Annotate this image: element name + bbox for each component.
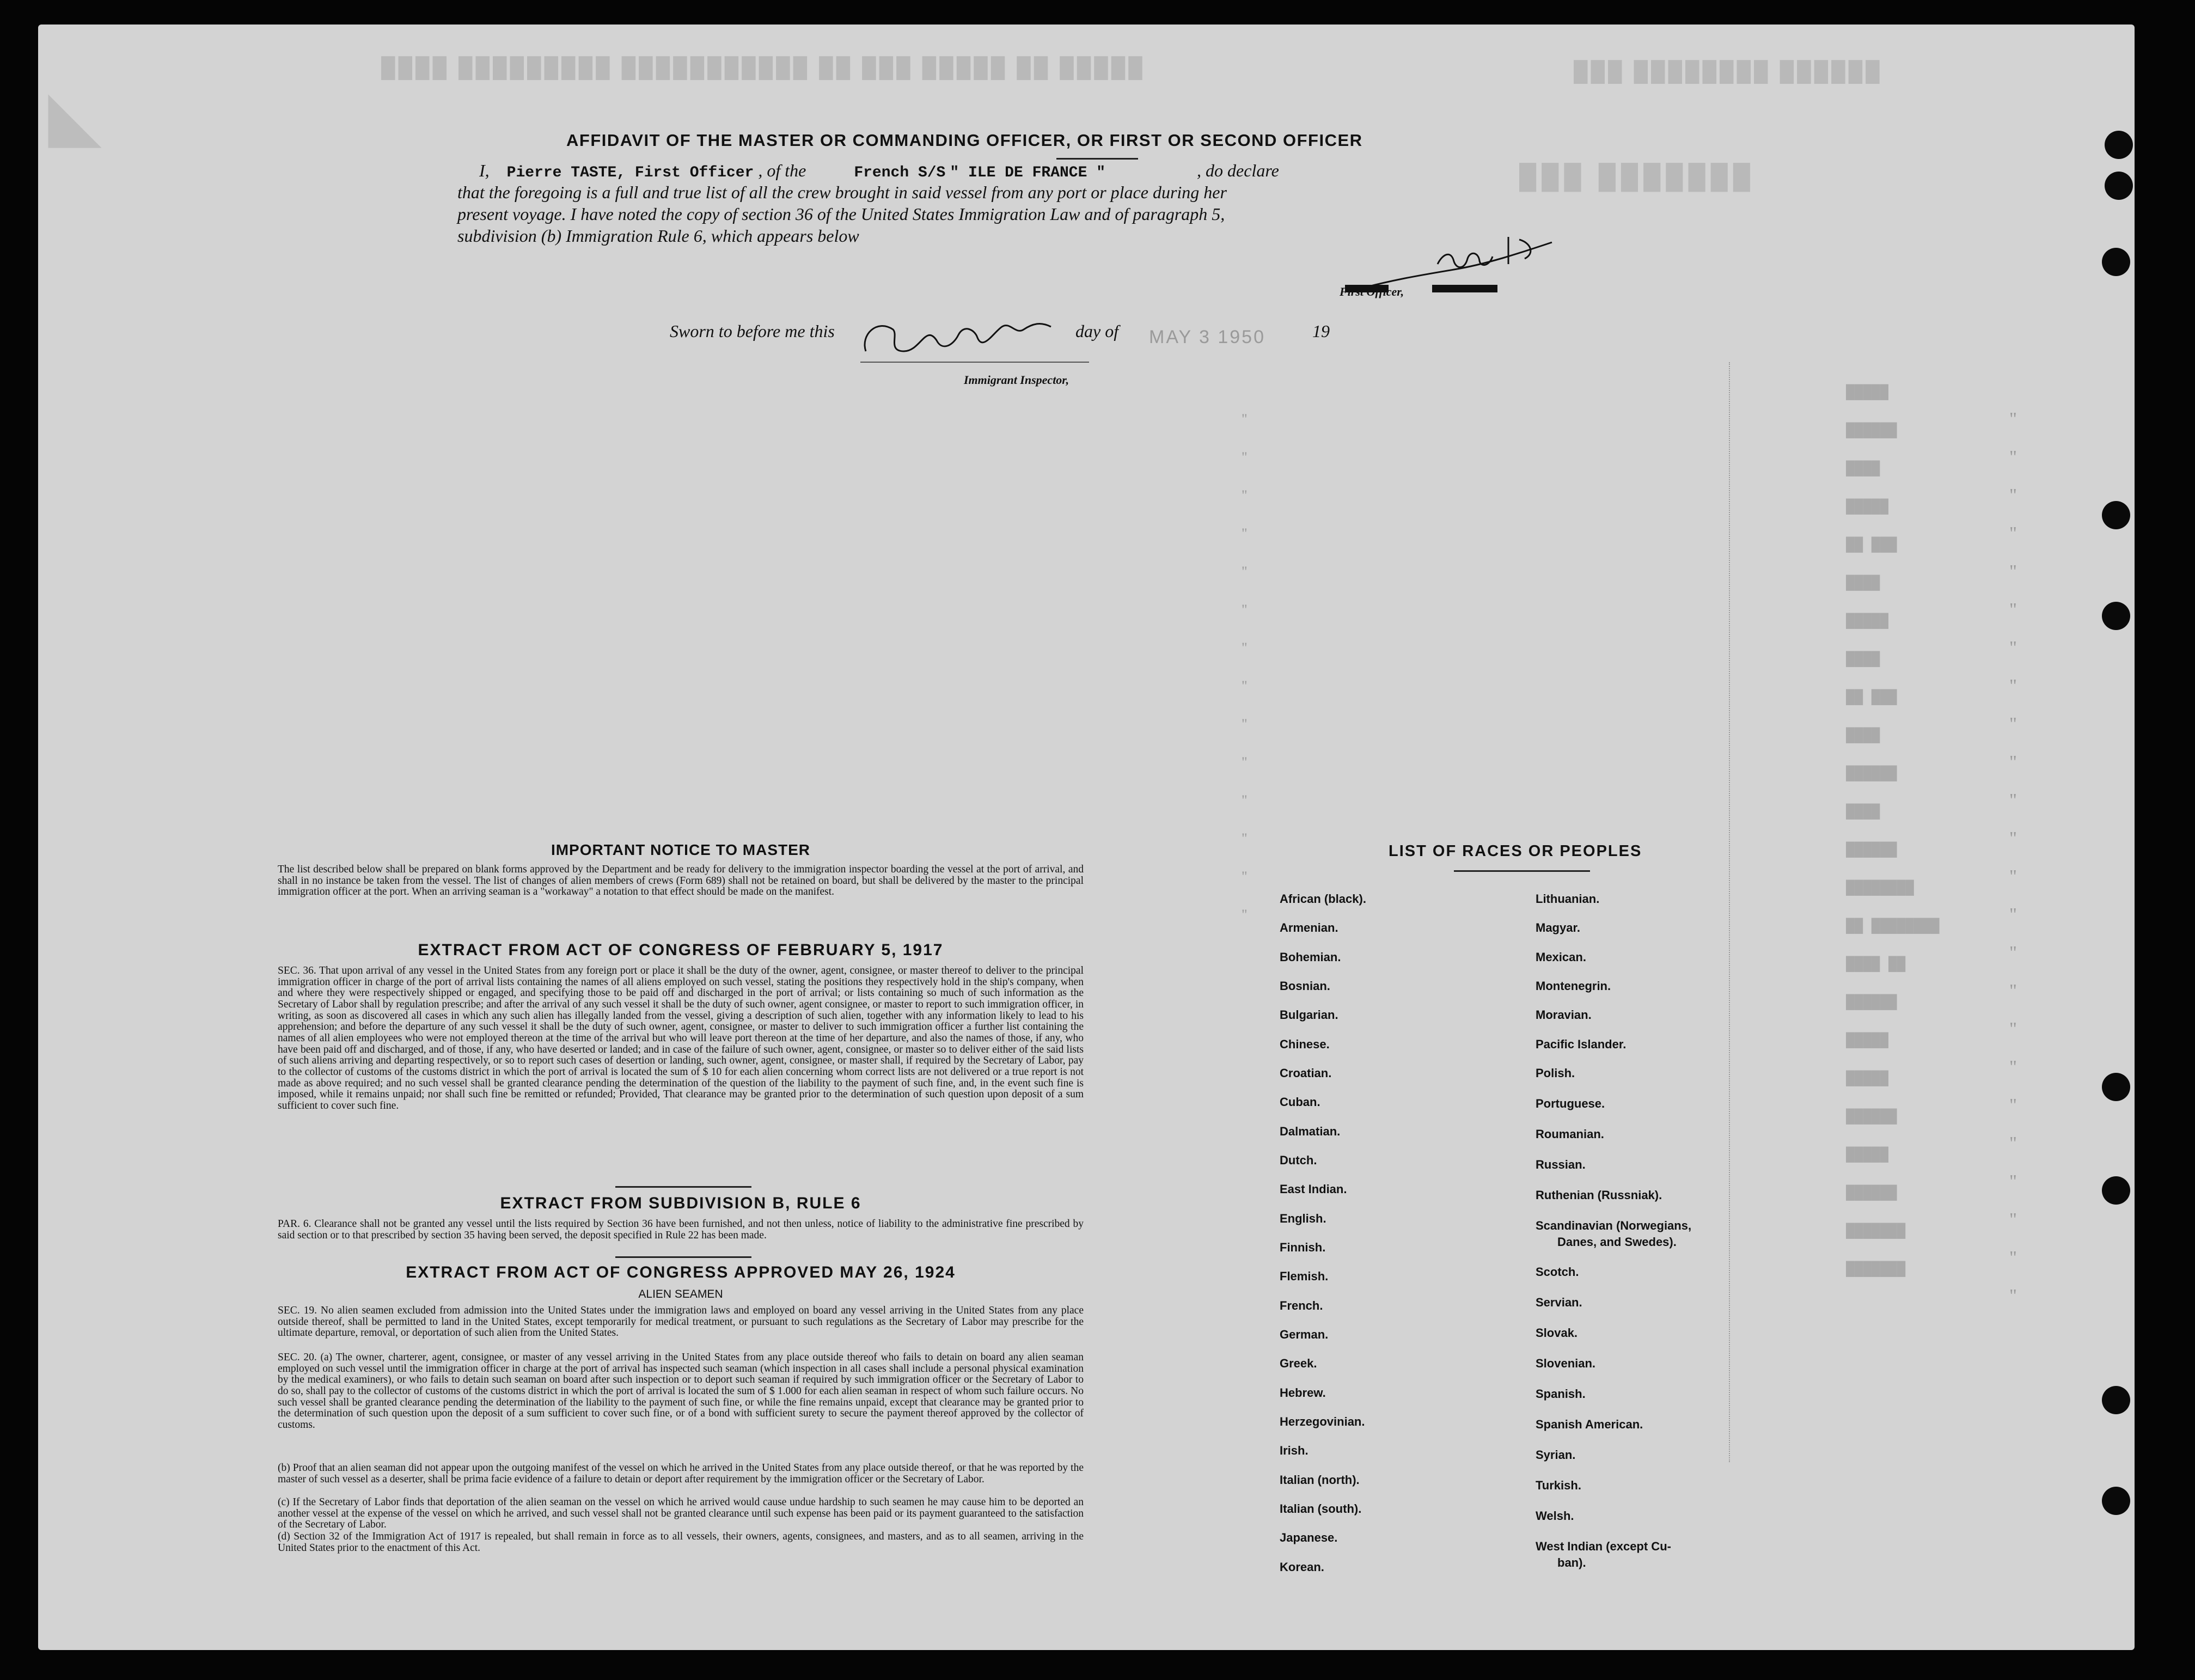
race-item: Cuban. [1280,1095,1320,1109]
bleed-through-header-right: ███ ████████ ██████ [1574,60,1883,82]
affidavit-line-4: subdivision (b) Immigration Rule 6, which appears below [457,226,859,246]
race-item: Japanese. [1280,1531,1338,1544]
race-item: Moravian. [1536,1008,1592,1022]
officer-title: First Officer, [1340,285,1404,298]
race-item: Italian (north). [1280,1473,1360,1487]
affidavit-line-2: that the foregoing is a full and true list of all the crew brought in said vessel from any port or place during her [457,182,1227,202]
race-item: Irish. [1280,1444,1309,1457]
race-item: Syrian. [1536,1448,1576,1462]
year-prefix: 19 [1312,321,1330,341]
extract-1924-c: (c) If the Secretary of Labor finds that deportation of the alien seaman on the vessel on which he arrived would cause undue hardship to such seamen he may cause him to be deported an another vessel at the expense of the vessel on which he arrived, and such vessel shall not be granted clearance until such expense has been paid or its payment guaranteed to the satisfaction of the Secretary of Labor. [278,1496,1084,1531]
divider [615,1186,751,1188]
declarant-prefix: I, [479,161,490,180]
punch-hole [2105,131,2133,159]
race-item: Armenian. [1280,921,1338,934]
race-item: Greek. [1280,1357,1317,1370]
race-item: Montenegrin. [1536,979,1611,993]
declarant-name: Pierre TASTE, First Officer [506,164,754,181]
bleed-through-names: █████ ██████ ████ █████ ██ ███ ████ █████ ████ ██ ███ ████ ██████ ████ ██████ ████████ ██ ████████ ████ ██ ██████ █████ █████ ██████ █████ ██████ ███████ ███████ [1846,384,1940,1277]
affidavit-line-3: present voyage. I have noted the copy of section 36 of the United States Immigration Law and of paragraph 5, [457,204,1225,224]
punch-hole [2102,248,2130,276]
race-item: Ruthenian (Russniak). [1536,1188,1662,1202]
day-of-label: day of [1075,321,1119,341]
race-item: Roumanian. [1536,1127,1604,1141]
race-item: Servian. [1536,1296,1582,1309]
race-item: Herzegovinian. [1280,1415,1365,1428]
vessel-prefix: French S/S [854,164,946,181]
race-item: Turkish. [1536,1479,1581,1492]
punch-hole [2102,1176,2130,1205]
punch-hole [2102,1487,2130,1515]
race-item: Russian. [1536,1158,1586,1171]
manifest-sheet [38,25,2135,1650]
affidavit-title: AFFIDAVIT OF THE MASTER OR COMMANDING OFFICER, OR FIRST OR SECOND OFFICER [566,131,1363,150]
race-item: Polish. [1536,1066,1575,1080]
punch-hole [2102,602,2130,630]
punch-hole [2102,501,2130,529]
race-item: Bosnian. [1280,979,1330,993]
ditto-marks-inner-column: " " " " " " " " " " " " " " [1242,411,1248,923]
date-stamp: MAY 3 1950 [1149,327,1265,347]
crew-list-divider [1729,362,1731,1462]
divider [1056,158,1138,160]
race-item: Lithuanian. [1536,892,1600,906]
race-item: African (black). [1280,892,1366,906]
notice-title: IMPORTANT NOTICE TO MASTER [551,841,811,858]
race-item: Welsh. [1536,1509,1574,1523]
race-item: Mexican. [1536,950,1586,964]
inspector-title: Immigrant Inspector, [964,373,1069,387]
ditto-marks-column: " " " " " " " " " " " " " " " " " " " " " " " " [2009,409,2017,1306]
race-item: Finnish. [1280,1241,1326,1254]
race-item: Danes, and Swedes). [1557,1235,1677,1249]
race-item: Hebrew. [1280,1386,1326,1400]
extract-rule6-text: PAR. 6. Clearance shall not be granted any vessel until the lists required by Section 36 have been furnished, and not then unless, notice of liability to the administrative fine prescribed by said section or to that prescribed by section 35 having been served, the deposit specified in Rule 22 has been made. [278,1218,1084,1241]
race-item: Pacific Islander. [1536,1037,1627,1051]
punch-hole [2102,1073,2130,1101]
race-item: Portuguese. [1536,1097,1605,1110]
race-item: Chinese. [1280,1037,1330,1051]
race-item: Slovenian. [1536,1357,1596,1370]
punch-hole [2105,172,2133,200]
affidavit-declaration [479,161,1279,181]
divider [1454,870,1590,872]
bleed-through-vessel-name: ███ ███████ [1519,163,1756,190]
extract-1924-d: (d) Section 32 of the Immigration Act of 1917 is repealed, but shall remain in force as to all vessels, their owners, agents, consignees, and masters, and as to all seamen, arriving in the United States prior to the enactment of this Act. [278,1531,1084,1554]
do-declare-label: , do declare [1197,161,1279,180]
race-item: Korean. [1280,1560,1324,1574]
race-item: Flemish. [1280,1269,1329,1283]
sworn-text: Sworn to before me this [670,321,835,341]
bleed-through-header: ████ █████████ ███████████ ██ ███ █████ ██ █████ [381,56,1146,78]
extract-1917-text: SEC. 36. That upon arrival of any vessel in the United States from any foreign port or place it shall be the duty of the owner, agent, consignee, or master thereof to deliver to the principal immigration officer in charge of the port of arrival lists containing the names of all aliens employed on such vessel, stating the positions they respectively hold in the ship's company, when and where they were respectively shipped or engaged, and specifying those to be paid off and discharged in the port of arrival; or lists containing so much of such information as the Secretary of Labor shall by regulation prescribe; and after the arrival of any such vessel it shall be the duty of such owner, agent consignee, or master to report to such immigration officer, in writing, as soon as discovered all cases in which any such alien has illegally landed from the vessel, giving a description of such alien, together with any information likely to lead to his apprehension; and before the departure of any such vessel it shall be the duty of such owner, agent, consignee, or master to deliver to such immigration officer a further list containing the names of all alien employees who were not employed thereon at the time of the arrival but who will leave port thereon at the time of her departure, and also the names of those, if any, who have been paid off and discharged, and of those, if any, who have deserted or landed; and in case of the failure of such owner, agent, consignee, or master so to deliver either of the said lists of such aliens arriving and departing respectively, or so to report such cases of desertion or landing, such owner, agent, consignee, or master shall, if required by the Secretary of Labor, pay to the collector of customs of the customs district in which the port of arrival is located the sum of $ 10 for each alien concerning whom correct lists are not delivered or a true report is not made as above required; and no such vessel shall be granted clearance pending the determination of the question of the liability to the payment of such fine, and, in the event such fine is imposed, while it remains unpaid; nor shall such fine be remitted or refunded; Provided, That clearance may be granted prior to the determination of such question upon deposit of a sum sufficient to cover such fine. [278,965,1084,1111]
race-item: French. [1280,1299,1323,1312]
race-item: Spanish American. [1536,1418,1643,1431]
of-the-label: , of the [758,161,806,180]
bleed-through-corner-mark: ◣ [49,80,100,153]
race-item: Croatian. [1280,1066,1332,1080]
race-item: Magyar. [1536,921,1580,934]
alien-seamen-subtitle: ALIEN SEAMEN [638,1288,723,1300]
race-item: Slovak. [1536,1326,1578,1340]
punch-hole [2102,1386,2130,1414]
race-item: Dutch. [1280,1153,1317,1167]
race-item: East Indian. [1280,1182,1347,1196]
extract-1924-b: (b) Proof that an alien seaman did not appear upon the outgoing manifest of the vessel on which he arrived in the United States from any place outside thereof, or that he was reported by the master of such vessel as a deserter, shall be prima facie evidence of a failure to detain or deport after requirement by the immigration officer or the Secretary of Labor. [278,1462,1084,1485]
vessel-name: " ILE DE FRANCE " [950,164,1106,181]
extract-1924-sec20: SEC. 20. (a) The owner, charterer, agent, consignee, or master of any vessel arriving in the United States from any place outside thereof who fails to detain on board any alien seaman employed on such vessel until the immigration officer in charge at the port of arrival has inspected such seaman (which inspection in all cases shall include a personal physical examination by the medical examiners), or who fails to detain such seaman on board after such inspection or to deport such seaman if required by such immigration officer or the Secretary of Labor to do so, shall pay to the collector of customs of the customs district in which the port of arrival is located the sum of $ 1.000 for each alien seaman in respect of whom such failure occurs. No such vessel shall be granted clearance pending the determination of the liability to the payment of such fine, or while the fine remains unpaid, except that clearance may be granted prior to the determination of such question upon the deposit of a sum sufficient to cover such fine, or of a bond with sufficient surety to secure the payment thereof approved by the collector of customs. [278,1352,1084,1431]
extract-rule6-title: EXTRACT FROM SUBDIVISION B, RULE 6 [500,1194,861,1212]
race-item: Scandinavian (Norwegians, [1536,1219,1692,1232]
race-item: West Indian (except Cu- [1536,1540,1671,1553]
races-title: LIST OF RACES OR PEOPLES [1389,842,1642,860]
race-item: Italian (south). [1280,1502,1362,1516]
race-item: English. [1280,1212,1326,1225]
extract-1917-title: EXTRACT FROM ACT OF CONGRESS OF FEBRUARY 5, 1917 [418,941,944,959]
race-item: Dalmatian. [1280,1125,1341,1138]
race-item: ban). [1557,1556,1586,1569]
divider [615,1256,751,1258]
race-item: Bulgarian. [1280,1008,1338,1022]
race-item: Spanish. [1536,1387,1586,1401]
race-item: Bohemian. [1280,950,1341,964]
race-item: German. [1280,1328,1329,1341]
extract-1924-title: EXTRACT FROM ACT OF CONGRESS APPROVED MAY 26, 1924 [406,1263,956,1281]
race-item: Scotch. [1536,1265,1579,1279]
notice-text: The list described below shall be prepared on blank forms approved by the Department and be ready for delivery to the immigration inspector boarding the vessel at the port of arrival, and shall in no instance be taken from the vessel. The list of changes of alien members of crews (Form 689) shall not be retained on board, but shall be delivered by the master to the principal immigration officer at the port. When an arriving seaman is a "workaway" a notation to that effect should be made on the manifest. [278,864,1084,898]
extract-1924-sec19: SEC. 19. No alien seamen excluded from admission into the United States under the immigration laws and employed on board any vessel arriving in the United States from any place outside thereof, shall be permitted to land in the United States, except temporarily for medical treatment, or pursuant to such regulations as the Secretary of Labor may prescribe for the ultimate departure, removal, or deportation of such alien from the United States. [278,1305,1084,1339]
